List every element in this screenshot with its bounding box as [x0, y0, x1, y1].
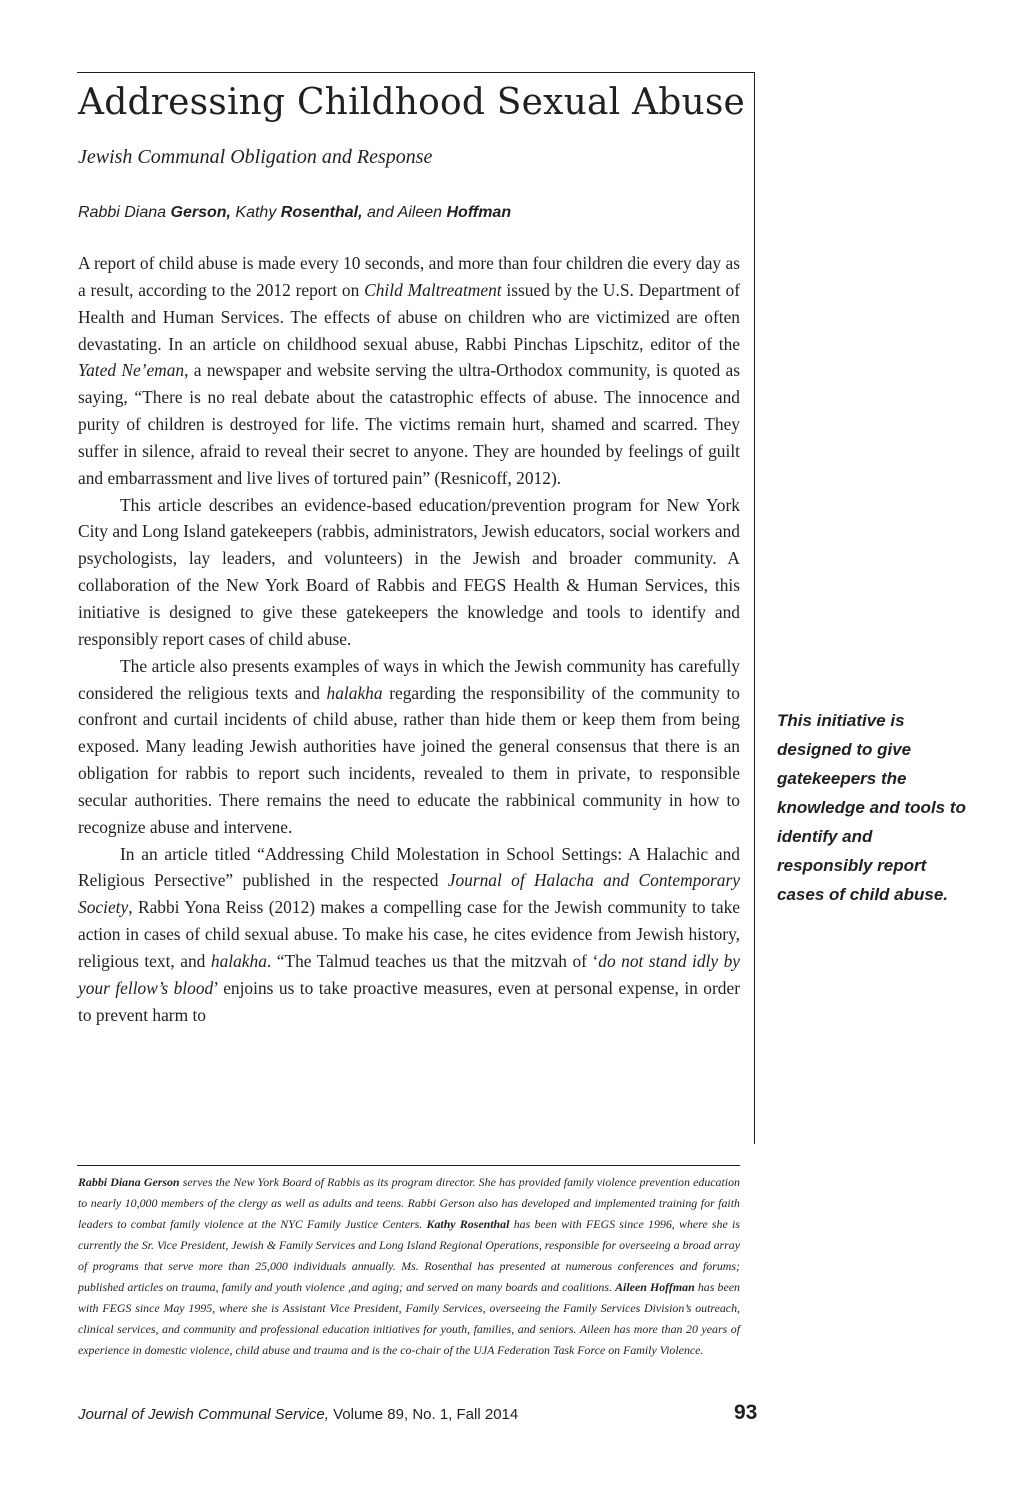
- body-paragraph-3: The article also presents examples of ways in which the Jewish community has carefully considered the religious texts and halakha regarding the responsibility of the community to confront and curtail incidents of child abuse, rather than hide them or keep them from being exposed. Many leading Jewish authorities have joined the general consensus that there is an obligation for rabbis to report such incidents, revealed to them in private, to responsible secular authorities. There remains the need to educate the rabbinical community in how to recognize abuse and intervene.: [78, 655, 740, 837]
- bio-name-rosenthal: Kathy Rosenthal: [426, 1217, 510, 1231]
- journal-issue: Volume 89, No. 1, Fall 2014: [328, 1406, 519, 1423]
- body-paragraph-4: In an article titled “Addressing Child Molestation in School Settings: A Halachic and Religious Persective” published in the respected Journal of Halacha and Contemporary Society, Rabbi Yona Reiss (2012) makes a compelling case for the Jewish community to take action in cases of child sexual abuse. To make his case, he cites evidence from Jewish history, religious text, and halakha. “The Talmud teaches us that the mitzvah of ‘do not stand idly by your fellow’s blood’ enjoins us to take proactive measures, even at personal expense, in order to prevent harm to: [78, 843, 741, 1025]
- article-subtitle: Jewish Communal Obligation and Response: [78, 146, 433, 168]
- author-1-first: Rabbi Diana: [78, 204, 171, 221]
- pull-quote: This initiative is designed to give gatekeepers the knowledge and tools to identify and responsibly report cases of child abuse.: [777, 711, 966, 904]
- top-rule: [77, 72, 755, 73]
- author-2-last: Rosenthal,: [280, 204, 363, 221]
- author-line: [78, 204, 511, 222]
- body-paragraph-1: A report of child abuse is made every 10 seconds, and more than four children die every day as a result, according to the 2012 report on Child Maltreatment issued by the U.S. Department of Health and Human Services. The effects of abuse on children who are victimized are often devastating. In an article on childhood sexual abuse, Rabbi Pinchas Lipschitz, editor of the Yated Ne’eman, a newspaper and website serving the ultra-Orthodox community, is quoted as saying, “There is no real debate about the catastrophic effects of abuse. The innocence and purity of children is destroyed for life. The victims remain hurt, shamed and scarred. They suffer in silence, afraid to reveal their secret to anyone. They are hounded by feelings of guilt and embarrassment and live lives of tortured pain” (Resnicoff, 2012).: [78, 253, 741, 488]
- footnote-rule: [77, 1165, 740, 1166]
- author-3-last: Hoffman: [446, 204, 512, 221]
- bio-name-hoffman: Aileen Hoffman: [615, 1280, 695, 1294]
- author-2-first: Kathy: [230, 204, 281, 221]
- journal-name: Journal of Jewish Communal Service,: [78, 1406, 329, 1423]
- bio-name-gerson: Rabbi Diana Gerson: [78, 1175, 180, 1189]
- body-paragraph-2: This article describes an evidence-based education/prevention program for New York City and Long Island gatekeepers (rabbis, administrators, Jewish educators, social workers and psychologists, lay leaders, and volunteers) in the Jewish and broader community. A collaboration of the New York Board of Rabbis and FEGS Health & Human Services, this initiative is designed to give these gatekeepers the knowledge and tools to identify and responsibly report cases of child abuse.: [78, 494, 740, 649]
- page-number: 93: [734, 1401, 758, 1424]
- article-title: Addressing Childhood Sexual Abuse: [78, 82, 746, 123]
- article-body: [78, 250, 740, 1028]
- author-conjunction: and Aileen: [362, 204, 447, 221]
- author-1-last: Gerson,: [170, 204, 231, 221]
- author-bio-footnote: Rabbi Diana Gerson serves the New York Board of Rabbis as its program director. She has provided family violence prevention education to nearly 10,000 members of the clergy as well as adults and teens. Rabbi Gerson also has developed and implemented training for faith leaders to combat family violence at the NYC Family Justice Centers. Kathy Rosenthal has been with FEGS since 1996, where she is currently the Sr. Vice President, Jewish & Family Services and Long Island Regional Operations, responsible for overseeing a broad array of programs that serve more than 25,000 individuals annually. Ms. Rosenthal has presented at numerous conferences and forums; published articles on trauma, family and youth violence ,and aging; and served on many boards and coalitions. Aileen Hoffman has been with FEGS since May 1995, where she is Assistant Vice President, Family Services, overseeing the Family Services Division’s outreach, clinical services, and community and professional education initiatives for youth, families, and seniors. Aileen has more than 20 years of experience in domestic violence, child abuse and trauma and is the co-chair of the UJA Federation Task Force on Family Violence.: [78, 1175, 740, 1357]
- column-right-rule: [754, 72, 755, 1144]
- journal-citation: [78, 1406, 518, 1423]
